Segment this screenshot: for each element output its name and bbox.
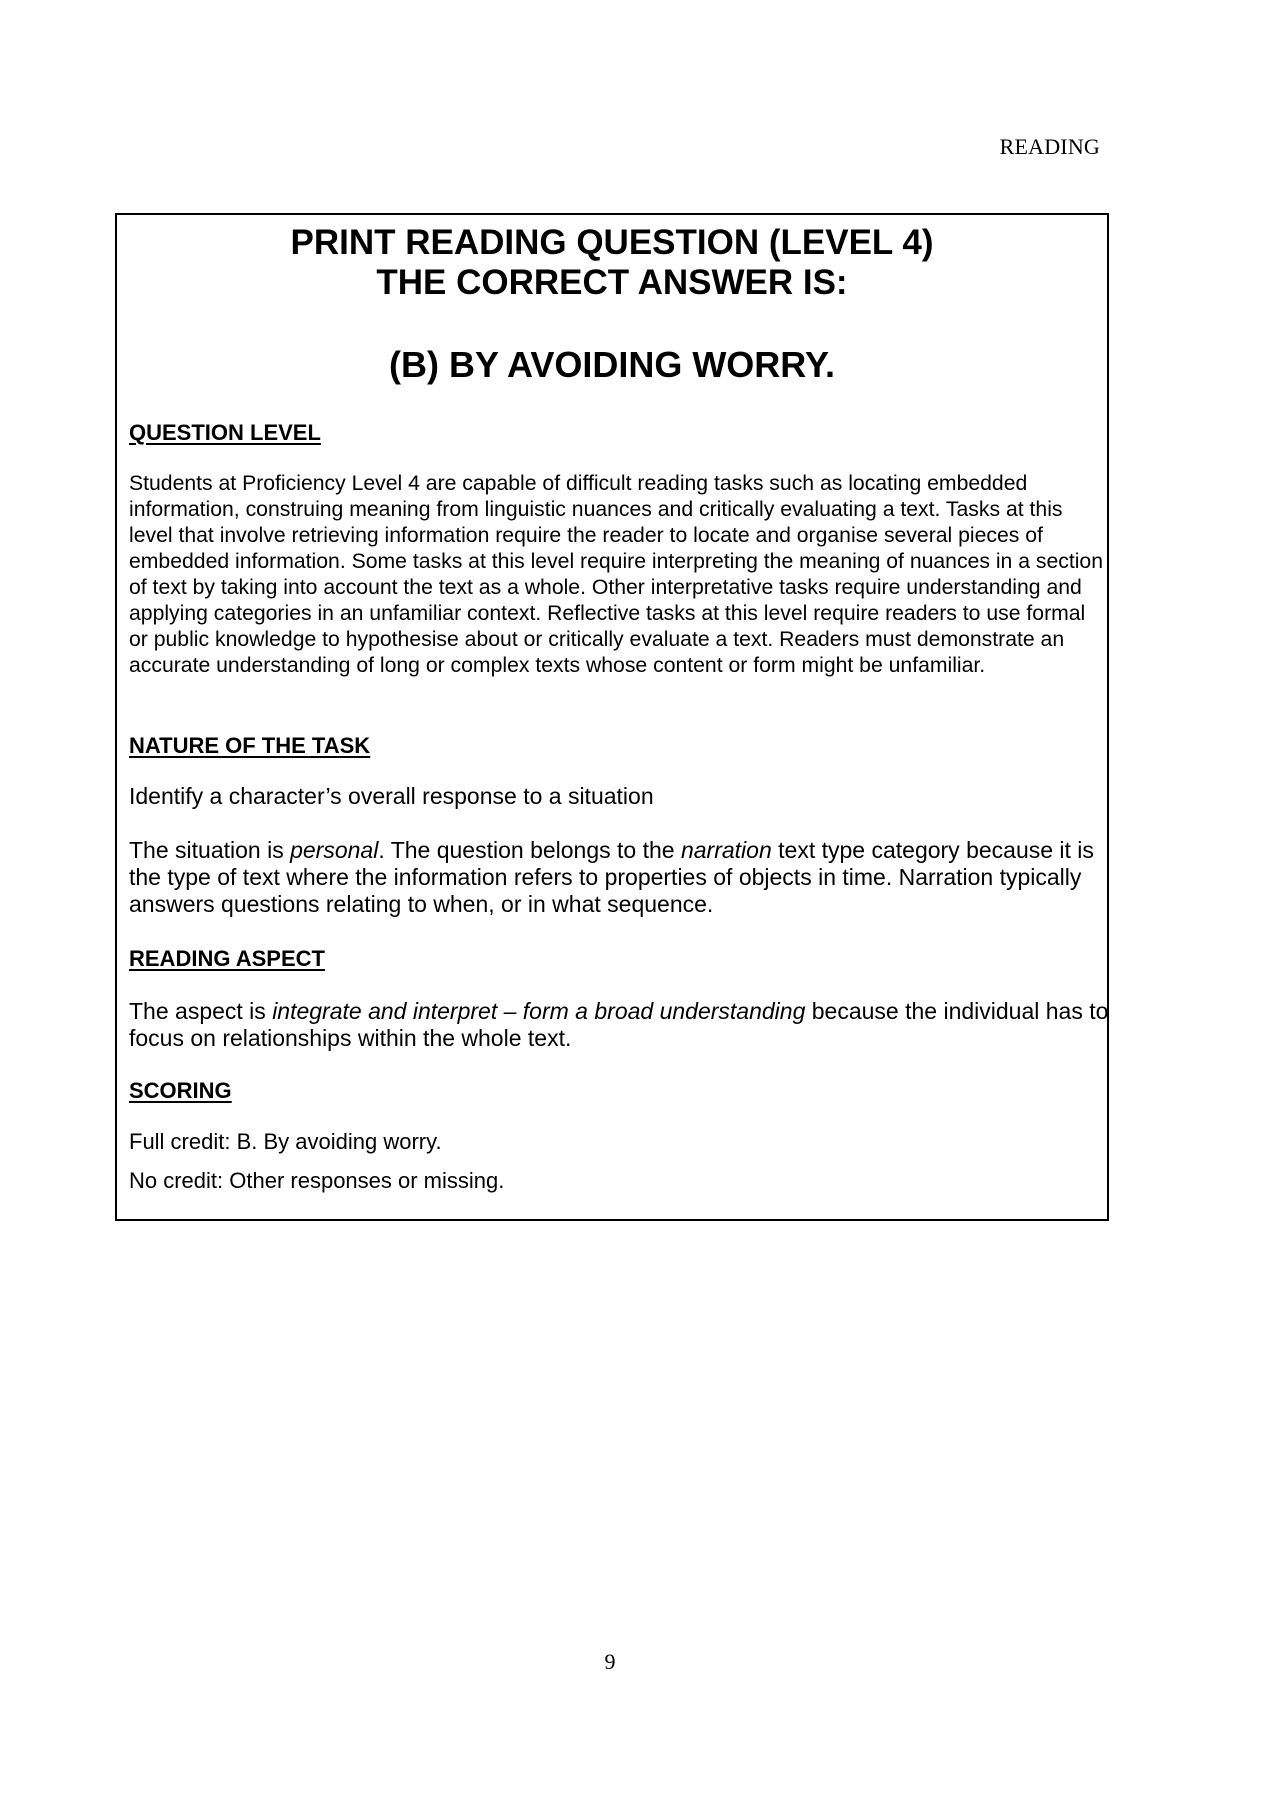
situation-paragraph <box>129 837 1109 918</box>
scoring-heading: SCORING <box>129 1078 232 1103</box>
situation-middle: . The question belongs to the <box>378 837 681 863</box>
full-credit-text: Full credit: B. By avoiding worry. <box>129 1129 442 1154</box>
task-description: Identify a character’s overall response to a situation <box>129 783 654 809</box>
correct-answer: (B) BY AVOIDING WORRY. <box>388 344 835 385</box>
situation-prefix: The situation is <box>129 837 291 863</box>
aspect-prefix: The aspect is <box>129 998 273 1024</box>
situation-suffix: text type category because it is the type of text where the information refers to properties of objects in time. Narration typically answers questions relating to when, or in what sequence. <box>129 837 1094 917</box>
box-subtitle: THE CORRECT ANSWER IS: <box>376 263 848 302</box>
aspect-suffix: because the individual has to focus on relationships within the whole text. <box>129 998 1109 1051</box>
nature-of-task-heading: NATURE OF THE TASK <box>129 733 371 758</box>
no-credit-text: No credit: Other responses or missing. <box>129 1168 505 1193</box>
box-title: PRINT READING QUESTION (LEVEL 4) <box>290 223 934 262</box>
text-type-term: narration <box>680 837 772 863</box>
running-header: READING <box>999 134 1100 159</box>
reading-aspect-paragraph <box>129 998 1109 1052</box>
page-number: 9 <box>604 1649 616 1674</box>
question-level-heading: QUESTION LEVEL <box>129 420 321 445</box>
question-level-text: Students at Proficiency Level 4 are capable of difficult reading tasks such as locating embedded information, construing meaning from linguistic nuances and critically evaluating a text. Tasks at this level that involve retrieving information require the reader to locate and organise several pieces of embedded information. Some tasks at this level require interpreting the meaning of nuances in a section of text by taking into account the text as a whole. Other interpretative tasks require understanding and applying categories in an unfamiliar context. Reflective tasks at this level require readers to use formal or public knowledge to hypothesise about or critically evaluate a text. Readers must demonstrate an accurate understanding of long or complex texts whose content or form might be unfamiliar. <box>129 472 1104 677</box>
reading-aspect-heading: READING ASPECT <box>129 946 325 971</box>
situation-term: personal <box>290 837 379 863</box>
answer-box <box>115 213 1109 1221</box>
aspect-term: integrate and interpret – form a broad understanding <box>272 998 806 1024</box>
